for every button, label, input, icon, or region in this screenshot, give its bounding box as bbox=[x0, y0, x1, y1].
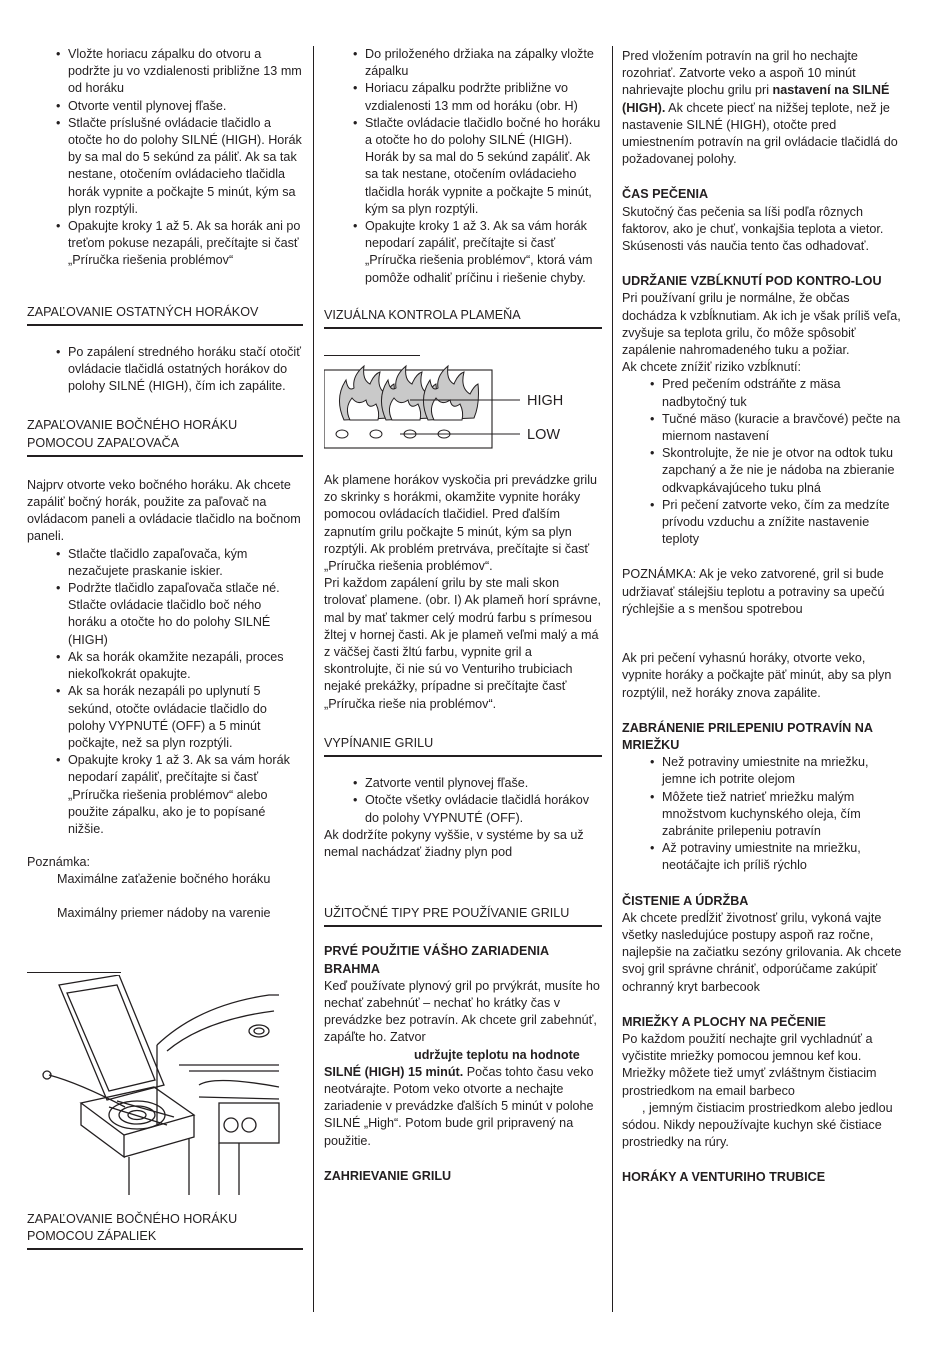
preheat-paragraph bbox=[622, 48, 904, 168]
section-heading-shutdown: VYPÍNANIE GRILU bbox=[324, 735, 602, 757]
section-heading-side-burner-matches: ZAPAĽOVANIE BOČNÉHO HORÁKU POMOCOU ZÁPALIEK bbox=[27, 1211, 303, 1250]
flame-diagram bbox=[324, 358, 602, 458]
first-use-text-d: Počas tohto času veko neotvárajte. Potom veko otvorte a nechajte zariadenie v prevádzke ďalších 5 minút v polohe SILNÉ „High“. Potom bude gril pripravený na použitie. bbox=[324, 1064, 594, 1148]
list-item: • Otočte všetky ovládacie tlačidlá horákov do polohy VYPNUTÉ (OFF). bbox=[351, 792, 602, 826]
note-max-pot-diameter: Maximálny priemer nádoby na varenie bbox=[57, 905, 271, 920]
list-item: • Do priloženého držiaka na zápalky vložte zápalku bbox=[351, 46, 602, 80]
match-ignition-steps bbox=[54, 46, 303, 270]
preheat-text-a: Pred vložením potravín na gril ho nechajte rozohriať. Zatvorte veko a aspoň 10 minút nahrievajte plochu grilu pri bbox=[622, 49, 858, 98]
section-heading-useful-tips: UŽITOČNÉ TIPY PRE POUŽÍVANIE GRILU bbox=[324, 905, 602, 927]
first-use-text-b: udržujte teplotu na hodnote bbox=[414, 1047, 580, 1062]
list-item: • Horiacu zápalku podržte približne vo vzdialenosti 13 mm od horáku (obr. H) bbox=[351, 80, 602, 114]
section-heading-other-burners: ZAPAĽOVANIE OSTATNÝCH HORÁKOV bbox=[27, 304, 303, 326]
subheading-burners-venturi: HORÁKY A VENTURIHO TRUBICE bbox=[622, 1170, 826, 1185]
figure-rule bbox=[27, 972, 121, 973]
list-item: • Môžete tiež natrieť mriežku malým množstvom kuchynského oleja, čím zabránite prilepeniu potravín bbox=[648, 789, 904, 841]
subheading-grates: MRIEŽKY A PLOCHY NA PEČENIE bbox=[622, 1014, 826, 1029]
list-item: • Pri pečení zatvorte veko, čím za medzíte prívodu vzduchu a znížite nastavenie teploty bbox=[648, 497, 904, 549]
flare-ups-intro: Ak chcete znížiť riziko vzbĺknutí: bbox=[622, 360, 801, 375]
list-item: • Opakujte kroky 1 až 3. Ak sa vám horák nepodarí zapáliť, prečítajte si časť „Príručka riešenia problémov“, ktorá vám pomôže odhaliť príčinu i riešenie chyby. bbox=[351, 218, 602, 287]
list-item: • Otvorte ventil plynovej fľaše. bbox=[54, 98, 303, 115]
side-burner-intro: Najprv otvorte veko bočného horáku. Ak chcete zapáliť bočný horák, použite za paľovač na ovládacom paneli a ovládacie tlačidlo na bočnom paneli. bbox=[27, 477, 301, 544]
column-3 bbox=[622, 48, 904, 1187]
list-item: • Opakujte kroky 1 až 3. Ak sa vám horák nepodarí zapáliť, prečítajte si časť „Príručka riešenia problémov“ alebo použite zápalku, ako je to popísané nižšie. bbox=[54, 752, 303, 838]
shutdown-paragraph: Ak dodržíte pokyny vyššie, v systéme by sa už nemal nachádzať žiadny plyn pod bbox=[324, 827, 584, 859]
list-item: • Vložte horiacu zápalku do otvoru a podržte ju vo vzdialenosti približne 13 mm od horáku bbox=[54, 46, 303, 98]
flare-ups-tips bbox=[648, 376, 904, 548]
other-burners-steps bbox=[54, 344, 303, 396]
sticking-tips bbox=[648, 754, 904, 874]
cooking-time-paragraph: Skutočný čas pečenia sa líši podľa rôznych faktorov, ako je chuť, vonkajšia teplota a vietor. Skúsenosti vás naučia tento čas odhadovať. bbox=[622, 204, 884, 254]
preheat-text-c: Ak chcete piecť na nižšej teplote, než je nastavenie SILNÉ (HIGH), otočte pred umiestnením potravín na gril ovládacie tlačidlá do požadovanej polohy. bbox=[622, 100, 898, 167]
column-rule-right bbox=[612, 46, 613, 1312]
list-item: • Ak sa horák okamžite nezapáli, proces niekoľkokrát opakujte. bbox=[54, 649, 303, 683]
flare-ups-paragraph: Pri používaní grilu je normálne, že občas dochádza k vzbĺknutiam. Ak ich je však príliš veľa, zvyšuje sa teplota grilu, čo môže spôsobiť zapálenie nahromadeného tuku a požiar. bbox=[622, 291, 901, 358]
flame-paragraph-2: Pri každom zapálení grilu by ste mali skon trolovať plamene. (obr. I) Ak plameň horí správne, mal by mať takmer celý modrú farbu s prímesou žltej v hornej časti. Ak je plameň veľmi malý a má z väčšej časti žltú farbu, vypnite gril a skontrolujte, či nie sú vo Venturiho trubiciach nejaké prekážky, prípadne si prečítajte časť „Príručka rieše nia problémov“. bbox=[324, 576, 602, 711]
grates-text-a: Po každom použití nechajte gril vychladnúť a vyčistite mriežky pomocou jemnou kef kou. Mriežky môžete tiež umyť zvláštnym čistiacim prostriedkom na email barbeco bbox=[622, 1031, 877, 1098]
side-burner-illustration bbox=[39, 975, 284, 1205]
section-heading-side-burner-igniter: ZAPAĽOVANIE BOČNÉHO HORÁKU POMOCOU ZAPAĽOVAČA bbox=[27, 417, 303, 456]
note-max-load: Maximálne zaťaženie bočného horáku bbox=[57, 872, 271, 887]
subheading-preheat: ZAHRIEVANIE GRILU bbox=[324, 1168, 452, 1183]
list-item: • Stlačte tlačidlo zapaľovača, kým nezačujete praskanie iskier. bbox=[54, 546, 303, 580]
list-item: • Opakujte kroky 1 až 5. Ak sa horák ani po treťom pokuse nezapáli, prečítajte si časť „Príručka riešenia problémov“ bbox=[54, 218, 303, 270]
list-item: • Podržte tlačidlo zapaľovača stlače né. Stlačte ovládacie tlačidlo boč ného horáku a otočte ho do polohy SILNÉ (HIGH) bbox=[54, 580, 303, 649]
list-item: • Ak sa horák nezapáli po uplynutí 5 sekúnd, otočte ovládacie tlačidlo do polohy VYPNUTÉ (OFF) a 5 minút počkajte, než sa plyn rozptýli. bbox=[54, 683, 303, 752]
burner-out-paragraph: Ak pri pečení vyhasnú horáky, otvorte veko, vypnite horáky a počkajte päť minút, aby sa plyn rozptýlil, než horáky znova zapálite. bbox=[622, 651, 892, 700]
list-item: • Než potraviny umiestnite na mriežku, jemne ich potrite olejom bbox=[648, 754, 904, 788]
list-item: • Pred pečením odstráňte z mäsa nadbytočný tuk bbox=[648, 376, 904, 410]
list-item: • Zatvorte ventil plynovej fľaše. bbox=[351, 775, 602, 792]
flame-label-high: HIGH bbox=[527, 393, 564, 410]
subheading-first-use: PRVÉ POUŽITIE VÁŠHO ZARIADENIA BRAHMA bbox=[324, 944, 549, 976]
cleaning-paragraph: Ak chcete predĺžiť životnosť grilu, vykoná vajte všetky nasledujúce postupy aspoň raz ročne, najlepšie na začiatku sezóny grilovania. Ak chcete svoj gril správne chrániť, odporúčame zakúpiť ochranný kryt barbecook bbox=[622, 910, 902, 994]
section-heading-flame-check: VIZUÁLNA KONTROLA PLAMEŇA bbox=[324, 307, 602, 329]
list-item: • Skontrolujte, že nie je otvor na odtok tuku zapchaný a že nie je nádoba na zbieranie odkvapkávajúceho tuku plná bbox=[648, 445, 904, 497]
list-item: • Až potraviny umiestnite na mriežku, neotáčajte ich príliš rýchlo bbox=[648, 840, 904, 874]
subheading-cooking-time: ČAS PEČENIA bbox=[622, 187, 709, 202]
shutdown-steps bbox=[351, 775, 602, 827]
preheat-text-b: nastavení na SILNÉ (HIGH). bbox=[622, 83, 890, 115]
side-burner-match-steps bbox=[351, 46, 602, 287]
list-item: • Po zapálení stredného horáku stačí otočiť ovládacie tlačidlá ostatných horákov do polohy SILNÉ (HIGH), čím ich zapálite. bbox=[54, 344, 303, 396]
flame-label-low: LOW bbox=[527, 427, 561, 444]
lid-note-paragraph: POZNÁMKA: Ak je veko zatvorené, gril si bude udržiavať stálejšiu teplotu a potraviny sa upečú rýchlejšie a s menšou spotrebou bbox=[622, 567, 885, 616]
note-label: Poznámka: bbox=[27, 855, 90, 870]
first-use-text-c: SILNÉ (HIGH) 15 minút. bbox=[324, 1064, 464, 1079]
subheading-sticking: ZABRÁNENIE PRILEPENIU POTRAVÍN NA MRIEŽKU bbox=[622, 720, 873, 752]
side-burner-igniter-steps bbox=[54, 546, 303, 838]
grates-paragraph bbox=[622, 1031, 904, 1151]
grates-text-b: , jemným čistiacim prostriedkom alebo jedlou sódou. Nikdy nepoužívajte kuchyn ské čistiace prostriedky na rúry. bbox=[622, 1100, 893, 1150]
list-item: • Tučné mäso (kuracie a bravčové) pečte na miernom nastavení bbox=[648, 411, 904, 445]
subheading-cleaning: ČISTENIE A ÚDRŽBA bbox=[622, 893, 749, 908]
figure-rule bbox=[324, 355, 420, 356]
column-2 bbox=[324, 46, 602, 1185]
list-item: • Stlačte ovládacie tlačidlo bočné ho horáku a otočte ho do polohy SILNÉ (HIGH). Horák by sa mal do 5 sekúnd zapáliť. Ak sa tak nestane, otočením ovládacieho tlačidla horák vypnite a počkajte 5 minút, kým sa plyn rozptýli. bbox=[351, 115, 602, 218]
flame-paragraph-1: Ak plamene horákov vyskočia pri prevádzke grilu zo skrinky s horákmi, okamžite vypnite horáky pomocou ovládacích tlačidiel. Pred ďalším zapnutím grilu počkajte 5 minút, kým sa plyn rozptýli. Ak problém pretrváva, prečítajte si časť „Príručka riešenia problémov“. bbox=[324, 473, 597, 574]
list-item: • Stlačte príslušné ovládacie tlačidlo a otočte ho do polohy SILNÉ (HIGH). Horák by sa mal do 5 sekúnd za páliť. Ak sa tak nestane, otočením ovládacieho tlačidla horák vypnite a počkajte 5 minút, kým sa plyn rozptýli. bbox=[54, 115, 303, 218]
subheading-flare-ups: UDRŽANIE VZBĹKNUTÍ POD KONTRO-LOU bbox=[622, 274, 882, 289]
column-rule-left bbox=[313, 46, 314, 1312]
column-1 bbox=[27, 46, 303, 1250]
first-use-paragraph bbox=[324, 978, 602, 1150]
first-use-text-a: Keď používate plynový gril po prvýkrát, musíte ho nechať zabehnúť – nechať ho krátky čas v prevádzke bez potravín. Ak chcete gril zabehnúť, zapáľte ho. Zatvor bbox=[324, 978, 600, 1045]
